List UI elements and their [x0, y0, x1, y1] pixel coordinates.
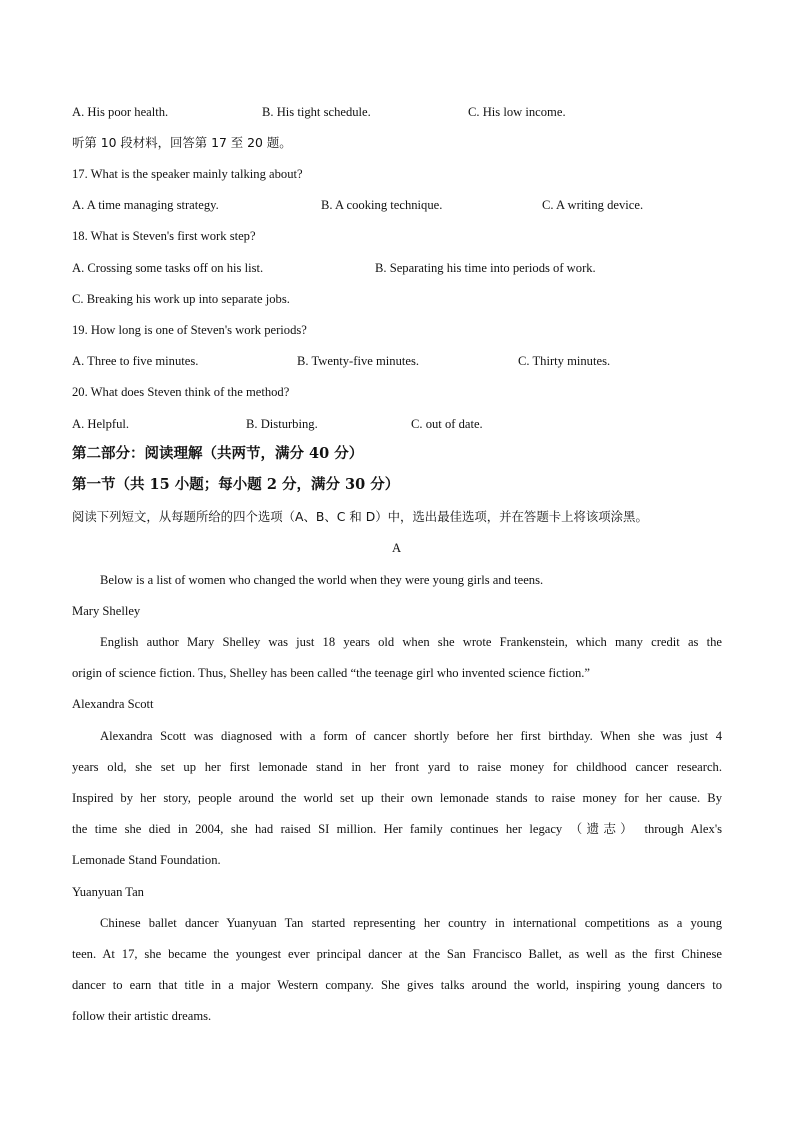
q20-option-c: C. out of date. [411, 417, 483, 431]
q16-option-c: C. His low income. [468, 105, 566, 119]
entry-name-yuanyuan-tan: Yuanyuan Tan [72, 885, 144, 899]
entry-paragraph-line: Chinese ballet dancer Yuanyuan Tan started representing her country in international competitions as a young [100, 916, 722, 930]
entry-name-alexandra-scott: Alexandra Scott [72, 697, 154, 711]
section-10-instruction: 听第 10 段材料，回答第 17 至 20 题。 [72, 135, 292, 150]
q17-option-a: A. A time managing strategy. [72, 198, 219, 212]
q20-stem: 20. What does Steven think of the method? [72, 385, 290, 399]
q18-option-a: A. Crossing some tasks off on his list. [72, 261, 264, 275]
section1-heading: 第一节（共 15 小题；每小题 2 分，满分 30 分） [72, 476, 400, 493]
q19-stem: 19. How long is one of Steven's work periods? [72, 323, 307, 337]
q17-option-c: C. A writing device. [542, 198, 644, 212]
q19-option-a: A. Three to five minutes. [72, 354, 199, 368]
entry-name-mary-shelley: Mary Shelley [72, 604, 141, 618]
reading-instruction: 阅读下列短文，从每题所给的四个选项（A、B、C 和 D）中，选出最佳选项，并在答题卡上将该项涂黑。 [72, 509, 648, 524]
q17-stem: 17. What is the speaker mainly talking about? [72, 167, 303, 181]
q20-option-a: A. Helpful. [72, 417, 130, 431]
entry-paragraph-line: Alexandra Scott was diagnosed with a form of cancer shortly before her first birthday. When she was just 4 [100, 729, 722, 743]
q16-option-b: B. His tight schedule. [262, 105, 371, 119]
passage-intro: Below is a list of women who changed the world when they were young girls and teens. [100, 573, 544, 587]
entry-paragraph-line: follow their artistic dreams. [72, 1009, 212, 1023]
part2-heading: 第二部分：阅读理解（共两节，满分 40 分） [72, 445, 364, 462]
q18-option-c: C. Breaking his work up into separate jobs. [72, 292, 290, 306]
entry-paragraph-line: Lemonade Stand Foundation. [72, 853, 221, 867]
entry-paragraph-line: English author Mary Shelley was just 18 years old when she wrote Frankenstein, which many credit as the [100, 635, 722, 649]
entry-paragraph-line: origin of science fiction. Thus, Shelley has been called “the teenage girl who invented science fiction.” [72, 666, 591, 680]
entry-paragraph-line: the time she died in 2004, she had raised SI million. Her family continues her legacy （遗志） through Alex's [72, 822, 722, 836]
entry-paragraph-line: dancer to earn that title in a major Western company. She gives talks around the world, inspiring young dancers to [72, 978, 722, 992]
entry-paragraph-line: teen. At 17, she became the youngest ever principal dancer at the San Francisco Ballet, as well as the first Chinese [72, 947, 722, 961]
passage-label: A [392, 541, 402, 555]
q20-option-b: B. Disturbing. [246, 417, 318, 431]
q19-option-c: C. Thirty minutes. [518, 354, 611, 368]
q18-stem: 18. What is Steven's first work step? [72, 229, 256, 243]
q18-option-b: B. Separating his time into periods of work. [375, 261, 596, 275]
q16-option-a: A. His poor health. [72, 105, 169, 119]
entry-paragraph-line: years old, she set up her first lemonade stand in her front yard to raise money for childhood cancer research. [72, 760, 722, 774]
q19-option-b: B. Twenty-five minutes. [297, 354, 420, 368]
entry-paragraph-line: Inspired by her story, people around the world set up their own lemonade stands to raise money for her cause. By [72, 791, 722, 805]
q17-option-b: B. A cooking technique. [321, 198, 443, 212]
